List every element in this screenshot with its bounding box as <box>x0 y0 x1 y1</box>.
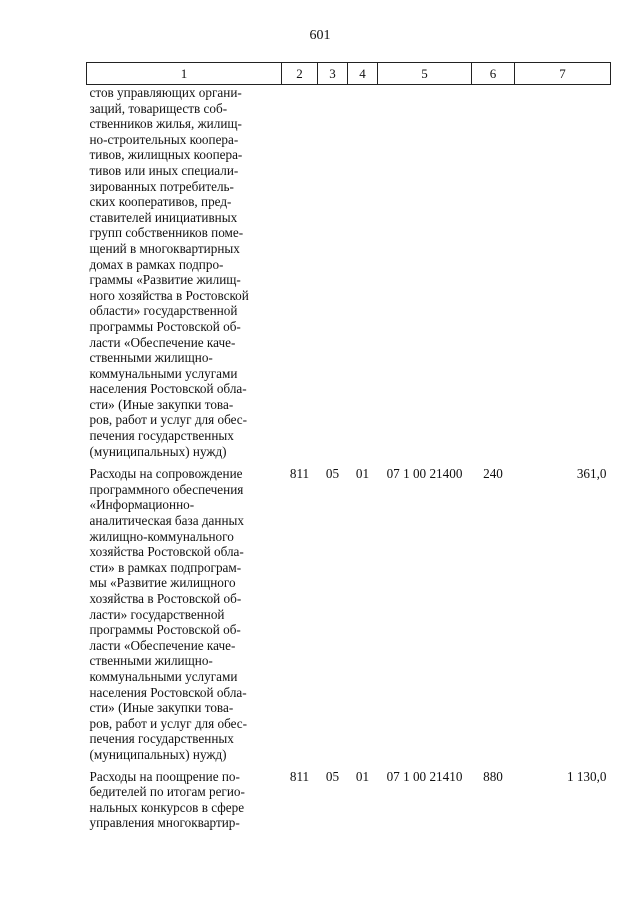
row-ministry-code: 811 <box>289 768 310 784</box>
row-subsection-code: 01 <box>355 768 370 784</box>
row-description: Расходы на сопровождение программного обеспечения «Информационно- аналитическая база данных жилищно-коммунального хозяйства Ростовской обла- сти» в рамках подпрограм- мы «Развитие жилищного хозяйства в Ростовской об- ласти» государственной программы Ростовской об- ласти «Обеспечение каче- ственными жилищно- коммунальными услугами населения Ростовской обла- сти» (Иные закупки това- ров, работ и услуг для обес- печения государственных (муниципальных) нужд) <box>89 466 248 762</box>
row-section-code: 05 <box>325 768 340 784</box>
page-number: 601 <box>309 28 331 43</box>
row-amount: 361,0 <box>576 466 607 482</box>
row-expense-type: 880 <box>483 768 503 784</box>
row-amount <box>515 85 611 467</box>
row-target-article <box>378 85 472 467</box>
row-expense-type: 240 <box>483 466 503 482</box>
column-header-6: 6 <box>472 63 515 85</box>
row-subsection-code: 01 <box>355 466 370 482</box>
column-header-3: 3 <box>318 63 348 85</box>
row-description: стов управляющих органи- заций, товариществ соб- ственников жилья, жилищ- но-строительных коопера- тивов, жилищных коопера- тивов или иных специали- зированных потребитель- ских кооперативов, пред- ставителей инициативных групп собственников поме- щений в многоквартирных домах в рамках подпро- граммы «Развитие жилищ- ного хозяйства в Ростовской области» государственной программы Ростовской об- ласти «Обеспечение каче- ственными жилищно- коммунальными услугами населения Ростовской обла- сти» (Иные закупки това- ров, работ и услуг для обес- печения государственных (муниципальных) нужд) <box>89 85 249 459</box>
row-ministry-code <box>282 85 318 467</box>
row-amount: 1 130,0 <box>566 768 607 784</box>
column-header-4: 4 <box>348 63 378 85</box>
row-subsection-code <box>348 85 378 467</box>
row-expense-type <box>472 85 515 467</box>
column-header-7: 7 <box>515 63 611 85</box>
table-row <box>87 769 611 831</box>
budget-table <box>86 62 611 831</box>
row-description: Расходы на поощрение по- бедителей по итогам регио- нальных конкурсов в сфере управления многоквартир- <box>89 768 245 831</box>
table-row <box>87 85 611 467</box>
table-row <box>87 466 611 768</box>
table-header-row <box>87 63 611 85</box>
row-target-article: 07 1 00 21400 <box>386 466 463 482</box>
column-header-2: 2 <box>282 63 318 85</box>
row-section-code <box>318 85 348 467</box>
row-section-code: 05 <box>325 466 340 482</box>
row-target-article: 07 1 00 21410 <box>386 768 463 784</box>
column-header-5: 5 <box>378 63 472 85</box>
row-ministry-code: 811 <box>289 466 310 482</box>
column-header-1: 1 <box>87 63 282 85</box>
